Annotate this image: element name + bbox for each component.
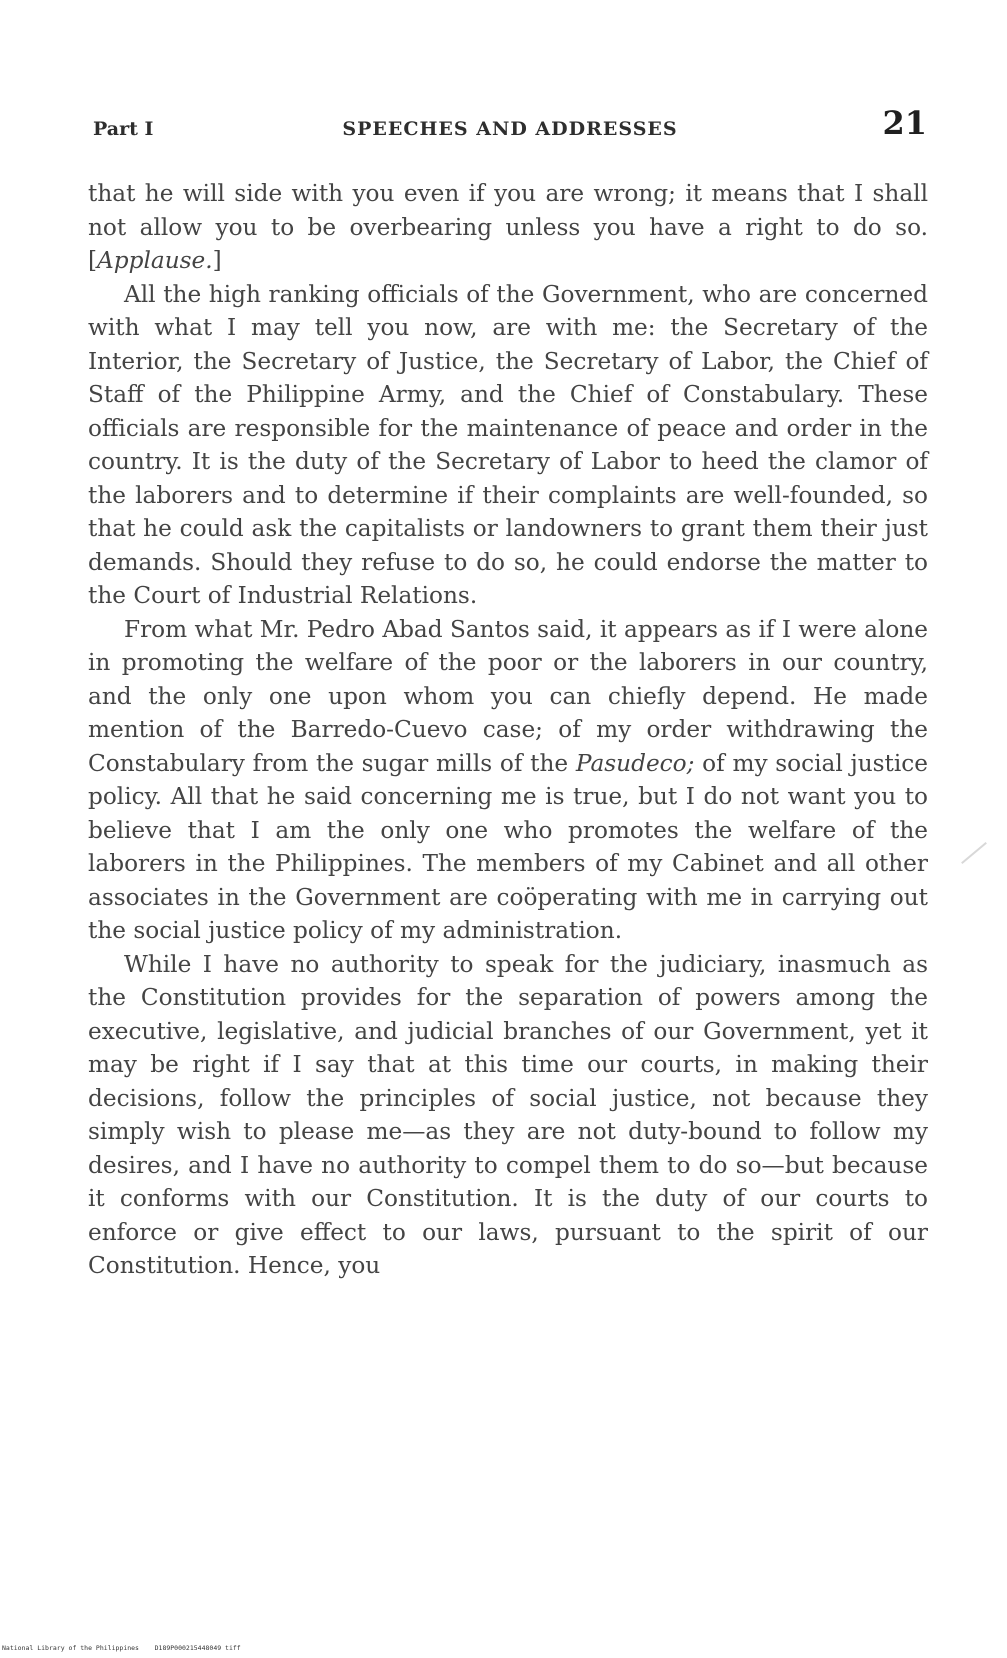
paragraph — [88, 948, 928, 1283]
running-title: SPEECHES AND ADDRESSES — [342, 118, 678, 140]
text-segment: of my social justice policy. All that he said concerning me is true, but I do not want you to believe that I am the only one who promotes the welfare of the laborers in the Philippines. The members of my Cabinet and all other associates in the Government are coöperating with me in carrying out the social justice policy of my administration. — [88, 749, 928, 944]
text-segment: All the high ranking officials of the Government, who are concerned with what I may tell you now, are with me: the Secretary of the Interior, the Secretary of Justice, the Secretary of Labor, the Chief of Staff of the Philippine Army, and the Chief of Constabulary. These officials are responsible for the maintenance of peace and order in the country. It is the duty of the Secretary of Labor to heed the clamor of the laborers and to determine if their complaints are well-founded, so that he could ask the capitalists or landowners to grant them their just demands. Should they refuse to do so, he could endorse the matter to the Court of Industrial Relations. — [88, 280, 928, 609]
italic-text: Pasudeco; — [575, 749, 695, 777]
body-text — [88, 177, 928, 1283]
text-segment: From what Mr. Pedro Abad Santos said, it appears as if I were alone in promoting the welfare of the poor or the laborers in our country, and the only one upon whom you can chiefly depend. He made mention of the Barredo-Cuevo case; of my order withdrawing the Constabulary from the sugar mills of the — [88, 615, 928, 777]
paragraph — [88, 278, 928, 613]
scan-mark — [961, 842, 987, 864]
text-segment: ] — [212, 247, 222, 274]
paragraph — [88, 613, 928, 948]
scan-footer: National Library of the Philippines D189P000215448049 tiff — [2, 1644, 241, 1652]
text-segment: While I have no authority to speak for the judiciary, inasmuch as the Constitution provides for the separation of powers among the executive, legislative, and judicial branches of our Government, yet it may be right if I say that at this time our courts, in making their decisions, follow the principles of social justice, not because they simply wish to please me—as they are not duty-bound to follow my desires, and I have no authority to compel them to do so—but because it conforms with our Constitution. It is the duty of our courts to enforce or give effect to our laws, pursuant to the spirit of our Constitution. Hence, you — [88, 950, 928, 1279]
page-header — [93, 104, 927, 154]
part-label: Part I — [93, 118, 154, 140]
page-number: 21 — [882, 104, 927, 142]
paragraph — [88, 177, 928, 278]
text-segment: that he will side with you even if you are wrong; it means that I shall not allow you to be overbearing unless you have a right to do so. [ — [88, 180, 928, 274]
italic-text: Applause. — [97, 247, 213, 274]
